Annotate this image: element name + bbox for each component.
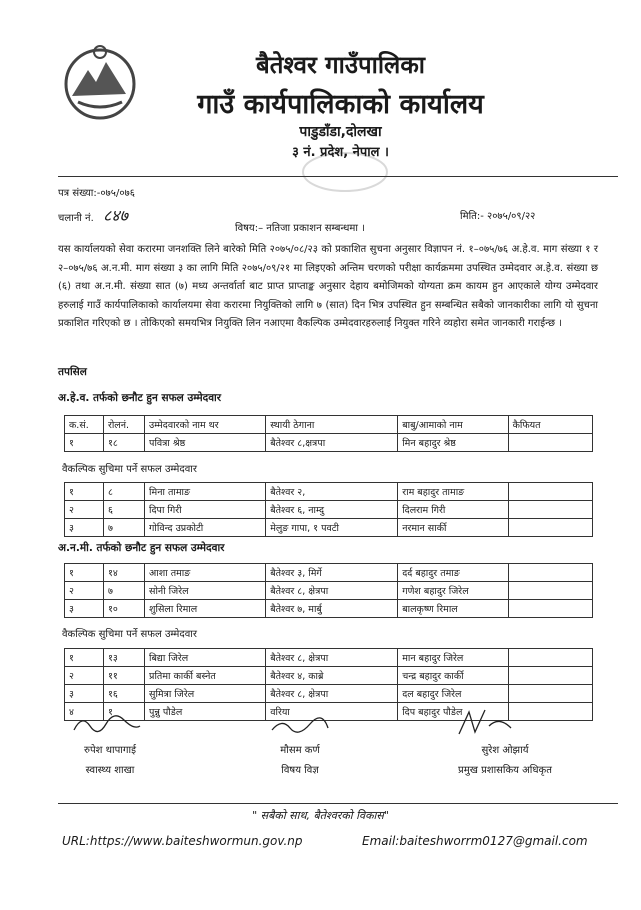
table-cell: आशा तमाङ [145, 564, 266, 582]
table-cell: १८ [103, 434, 144, 452]
table-cell: नरमान सार्की [398, 519, 508, 537]
table-cell [508, 582, 592, 600]
table-cell: उम्मेदवारको नाम थर [145, 416, 266, 434]
office-address: पाडुडाँडा,दोलखा [299, 124, 382, 140]
table-cell: ११ [103, 667, 144, 685]
table-cell: १ [65, 434, 104, 452]
footer-url: URL:https://www.baiteshwormun.gov.np [62, 834, 303, 848]
municipality-title: बैतेश्वर गाउँपालिका [256, 51, 425, 79]
footer-slogan: " सबैको साथ, बैतेश्वरको विकास" [252, 809, 389, 822]
table-cell: बैतेश्वर ८, क्षेत्रपा [266, 649, 398, 667]
table-cell: २ [65, 501, 104, 519]
table-cell: दिप बहादुर पौडेल [398, 703, 508, 721]
alt-heading-1: वैकल्पिक सुचिमा पर्ने सफल उम्मेदवार [62, 464, 197, 475]
table-cell: दिलराम गिरी [398, 501, 508, 519]
table-cell: वरिया [266, 703, 398, 721]
table-cell: १ [65, 483, 104, 501]
table-cell: १ [65, 649, 104, 667]
signatory-name: सुरेश ओझार्य [481, 745, 529, 756]
province-line: ३ नं. प्रदेश, नेपाल । [292, 145, 389, 160]
table-row [65, 600, 593, 618]
table-cell: बिद्या जिरेल [145, 649, 266, 667]
table-cell: १३ [103, 649, 144, 667]
table-row [65, 519, 593, 537]
table-cell: ३ [65, 685, 104, 703]
letter-date: मिति:- २०७५/०९/२२ [460, 211, 536, 222]
signature-3-icon [455, 706, 515, 740]
table-cell [508, 501, 592, 519]
header-divider [58, 176, 618, 177]
table-cell: मेलुङ गापा, १ पवटी [266, 519, 398, 537]
anm-main-table [64, 563, 593, 618]
table-cell: ७ [103, 519, 144, 537]
tapsil-heading: तपसिल [58, 366, 87, 378]
table-row [65, 582, 593, 600]
table-cell: २ [65, 667, 104, 685]
office-title: गाउँ कार्यपालिकाको कार्यालय [197, 89, 484, 120]
table-cell [508, 519, 592, 537]
table-row [65, 685, 593, 703]
table-row [65, 564, 593, 582]
table-cell: ६ [103, 501, 144, 519]
table-cell: मान बहादुर जिरेल [398, 649, 508, 667]
table-cell: दल बहादुर जिरेल [398, 685, 508, 703]
table-cell: शुसिला रिमाल [145, 600, 266, 618]
table-cell: क.सं. [65, 416, 104, 434]
table-cell: पुन्नु पौडेल [145, 703, 266, 721]
table-cell: बैतेश्वर ८,क्षत्रपा [266, 434, 398, 452]
table-cell: स्थायी ठेगाना [266, 416, 398, 434]
table-cell [508, 434, 592, 452]
table-cell: ३ [65, 600, 104, 618]
table-cell: ३ [65, 519, 104, 537]
table-cell: बैतेश्वर २, [266, 483, 398, 501]
signatory-title: स्वास्थ्य शाखा [85, 765, 135, 776]
chalani-label: चलानी नं. [58, 213, 94, 224]
aheb-main-table [64, 415, 593, 452]
table-cell: ४ [65, 703, 104, 721]
table-cell [508, 564, 592, 582]
table-cell: राम बहादुर तामाङ [398, 483, 508, 501]
table-row [65, 649, 593, 667]
anm-heading: अ.न.मी. तर्फको छनौट हुन सफल उम्मेदवार [58, 542, 225, 554]
table-cell: सुमित्रा जिरेल [145, 685, 266, 703]
patra-sankhya: पत्र संख्या:-०७५/०७६ [58, 188, 135, 199]
table-cell [508, 649, 592, 667]
table-cell: दिपा गिरी [145, 501, 266, 519]
table-cell: २ [65, 582, 104, 600]
table-cell: मिना तामाङ [145, 483, 266, 501]
table-cell: गोविन्द उप्रकोटी [145, 519, 266, 537]
aheb-alt-table [64, 482, 593, 537]
table-cell: बैतेश्वर ६, नाम्दु [266, 501, 398, 519]
footer-email: Email:baiteshworrm0127@gmail.com [362, 834, 588, 848]
body-paragraph: यस कार्यालयको सेवा करारमा जनशक्ति लिने बारेको मिति २०७५/०८/२३ को प्रकाशित सुचना अनुसार विज्ञापन नं. १–०७५/७६ अ.हे.व. माग संख्या १ र २–०७५/७६ अ.न.मी. माग संख्या ३ का लागि मिति २०७५/०९/२१ मा लिइएको अन्तिम चरणको परीक्षा कार्यक्रममा उपस्थित उम्मेदवार अ.हे.व. संख्या छ (६) तथा अ.न.मी. संख्या सात (७) मध्य अन्तर्वार्ता बाट प्राप्त प्राप्ताङ्क अनुसार देहाय बमोजिमको योग्यता क्रम कायम हुन आएकाले योग्य उम्मेदवार हरुलाई गाउँ कार्यपालिकाको कार्यालयमा सेवा करारमा नियुक्तिको लागि ७ (सात) दिन भित्र उपस्थित हुन सम्बन्धित सबैको जानकारीका लागि यो सुचना प्रकाशित गरिएको छ । तोकिएको समयभित्र नियुक्ति लिन नआएमा वैकल्पिक उम्मेदवारहरुलाई नियुक्त गरिने व्यहोरा समेत जानकारी गराईन्छ । [58, 244, 598, 329]
table-cell: बैतेश्वर ७, मार्बु [266, 600, 398, 618]
aheb-heading: अ.हे.व. तर्फको छनौट हुन सफल उम्मेदवार [58, 392, 222, 404]
footer-divider [58, 803, 618, 804]
table-cell: बैतेश्वर ३, मिर्गे [266, 564, 398, 582]
table-cell: प्रतिमा कार्की बस्नेत [145, 667, 266, 685]
signatory-title: विषय विज्ञ [281, 765, 319, 776]
signature-2-icon [270, 714, 330, 738]
alt-heading-2: वैकल्पिक सुचिमा पर्ने सफल उम्मेदवार [62, 629, 197, 640]
signatory-name: रुपेश थापागाई [83, 745, 137, 756]
table-row [65, 483, 593, 501]
signature-block-1 [55, 742, 165, 776]
table-cell: सोनी जिरेल [145, 582, 266, 600]
table-cell [508, 667, 592, 685]
table-cell: मिन बहादुर श्रेष्ठ [398, 434, 508, 452]
table-cell: गणेश बहादुर जिरेल [398, 582, 508, 600]
table-cell [508, 483, 592, 501]
table-cell: १४ [103, 564, 144, 582]
table-cell: रोलनं. [103, 416, 144, 434]
table-cell: १६ [103, 685, 144, 703]
table-cell: १ [65, 564, 104, 582]
signature-block-2 [245, 742, 355, 776]
signature-1-icon [72, 712, 142, 738]
table-cell [508, 600, 592, 618]
table-cell: १ [103, 703, 144, 721]
chalani-number: ८४७ [102, 206, 128, 225]
table-cell: कैफियत [508, 416, 592, 434]
table-cell: १० [103, 600, 144, 618]
table-row [65, 667, 593, 685]
table-cell: चन्द्र बहादुर कार्की [398, 667, 508, 685]
table-cell: ८ [103, 483, 144, 501]
table-cell: पवित्रा श्रेष्ठ [145, 434, 266, 452]
signatory-name: मौसम कर्ण [280, 745, 320, 756]
subject-line: विषय:– नतिजा प्रकाशन सम्बन्धमा । [235, 223, 365, 234]
table-cell: ७ [103, 582, 144, 600]
table-cell [508, 703, 592, 721]
table-cell: बैतेश्वर ८, क्षेत्रपा [266, 685, 398, 703]
chalani-row [58, 204, 128, 226]
table-row [65, 501, 593, 519]
table-cell: बाबु/आमाको नाम [398, 416, 508, 434]
table-row [65, 434, 593, 452]
table-header-row [65, 416, 593, 434]
table-cell: बालकृष्ण रिमाल [398, 600, 508, 618]
table-cell: बैतेश्वर ८, क्षेत्रपा [266, 582, 398, 600]
office-stamp-icon [300, 150, 390, 194]
table-cell: बैतेश्वर ४, काब्रे [266, 667, 398, 685]
signatory-title: प्रमुख प्रशासकिय अधिकृत [458, 765, 552, 776]
table-cell [508, 685, 592, 703]
table-cell: दर्द बहादुर तमाङ [398, 564, 508, 582]
signature-block-3 [440, 742, 570, 776]
